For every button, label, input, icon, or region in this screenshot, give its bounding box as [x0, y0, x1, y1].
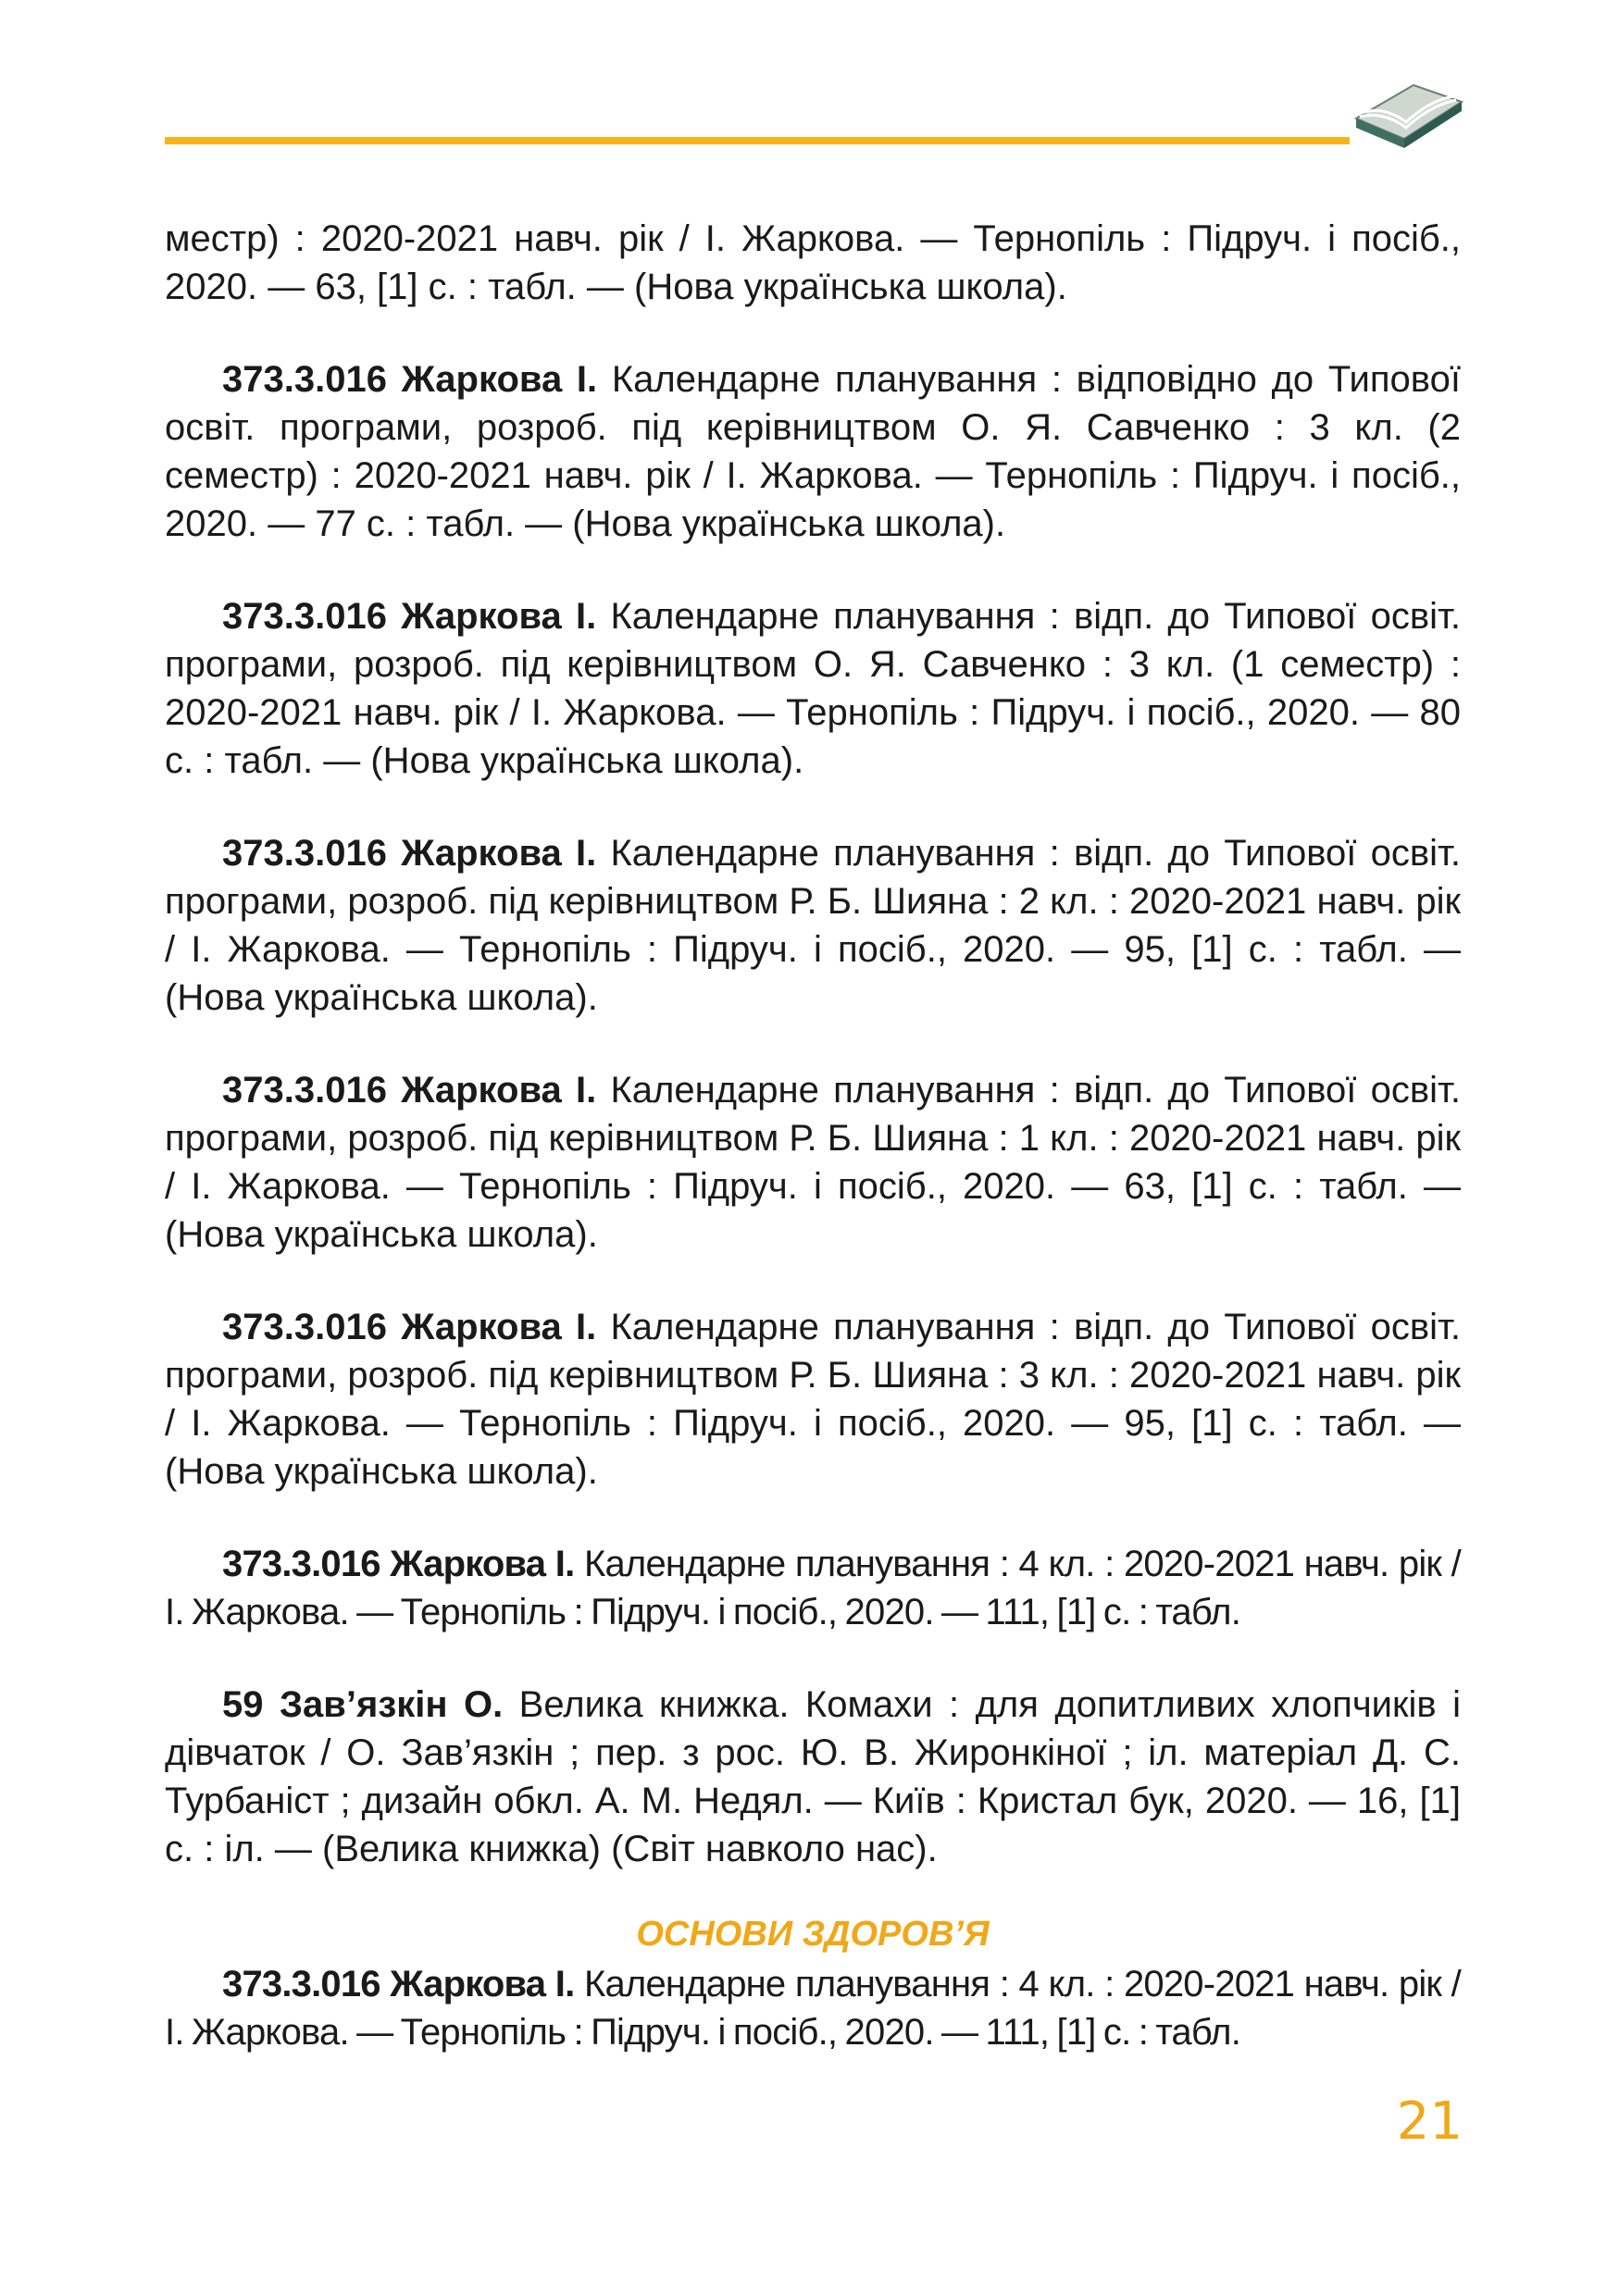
entry-text: Календарне планування : відповідно до Типової освіт. програми, розроб. під керівництвом О. Я. Савченко : 3 кл. (2 семестр) : 2020-2021 навч. рік / І. Жаркова. — Тернопіль : Підруч. і посіб., 2020. — 77 с. : табл. — (Нова українська школа).	[165, 359, 1461, 544]
entry-author: Зав’язкін О.	[279, 1684, 504, 1725]
entry-author: Жаркова І.	[401, 833, 597, 874]
entry-text: местр) : 2020-2021 навч. рік / І. Жаркова. — Тернопіль : Підруч. і посіб., 2020. — 63, [1] с. : табл. — (Нова українська школа).	[165, 218, 1461, 307]
entry-author: Жаркова І.	[401, 1070, 597, 1111]
bibliography-entry	[165, 1303, 1461, 1496]
udc-code: 373.3.016	[222, 359, 387, 400]
open-book-icon	[1347, 74, 1467, 167]
bibliography-entry	[165, 1681, 1461, 1873]
header-rule	[165, 137, 1350, 144]
bibliography-entry	[165, 1960, 1461, 2056]
udc-code: 373.3.016	[222, 833, 387, 874]
section-heading: ОСНОВИ ЗДОРОВ’Я	[636, 1915, 990, 1954]
entry-author: Жаркова І.	[401, 596, 597, 637]
entry-text: Календарне планування : відп. до Типової освіт. програми, розроб. під керівництвом Р. Б. Шияна : 2 кл. : 2020-2021 навч. рік / І. Жаркова. — Тернопіль : Підруч. і посіб., 2020. — 95, [1] с. : табл. — (Нова українська школа).	[165, 833, 1461, 1018]
bibliography-entry	[165, 592, 1461, 785]
udc-code: 373.3.016	[222, 1070, 387, 1111]
entry-text: Календарне планування : 4 кл. : 2020-2021 навч. рік / І. Жаркова. — Тернопіль : Підруч. і посіб., 2020. — 111, [1] с. : табл.	[165, 1964, 1461, 2053]
entry-author: Жаркова І.	[390, 1544, 575, 1584]
udc-code: 373.3.016	[222, 1544, 380, 1584]
udc-code: 373.3.016	[222, 1307, 387, 1347]
bibliography-entry	[165, 355, 1461, 548]
entry-text: Календарне планування : відп. до Типової освіт. програми, розроб. під керівництвом О. Я. Савченко : 3 кл. (1 семестр) : 2020-2021 навч. рік / І. Жаркова. — Тернопіль : Підруч. і посіб., 2020. — 80 с. : табл. — (Нова українська школа).	[165, 596, 1461, 781]
entry-text: Календарне планування : відп. до Типової освіт. програми, розроб. під керівництвом Р. Б. Шияна : 3 кл. : 2020-2021 навч. рік / І. Жаркова. — Тернопіль : Підруч. і посіб., 2020. — 95, [1] с. : табл. — (Нова українська школа).	[165, 1307, 1461, 1492]
entry-author: Жаркова І.	[401, 1307, 597, 1347]
entry-text: Велика книжка. Комахи : для допитливих хлопчиків і дівчаток / О. Зав’язкін ; пер. з рос. Ю. В. Жиронкіної ; іл. матеріал Д. С. Турбаніст ; дизайн обкл. А. М. Недял. — Київ : Кристал бук, 2020. — 16, [1] с. : іл. — (Велика книжка) (Світ навколо нас).	[165, 1684, 1461, 1869]
entry-text: Календарне планування : 4 кл. : 2020-2021 навч. рік / І. Жаркова. — Тернопіль : Підруч. і посіб., 2020. — 111, [1] с. : табл.	[165, 1544, 1461, 1632]
entry-text: Календарне планування : відп. до Типової освіт. програми, розроб. під керівництвом Р. Б. Шияна : 1 кл. : 2020-2021 навч. рік / І. Жаркова. — Тернопіль : Підруч. і посіб., 2020. — 63, [1] с. : табл. — (Нова українська школа).	[165, 1070, 1461, 1255]
bibliography-list	[165, 215, 1461, 2101]
page-number: 21	[1396, 2091, 1463, 2152]
udc-code: 373.3.016	[222, 596, 387, 637]
udc-code: 59	[222, 1684, 264, 1725]
udc-code: 373.3.016	[222, 1964, 380, 2004]
entry-author: Жаркова І.	[390, 1964, 575, 2004]
bibliography-entry	[165, 1540, 1461, 1636]
bibliography-entry-continuation	[165, 215, 1461, 311]
entry-author: Жаркова І.	[401, 359, 598, 400]
bibliography-entry	[165, 1066, 1461, 1259]
bibliography-entry	[165, 829, 1461, 1022]
